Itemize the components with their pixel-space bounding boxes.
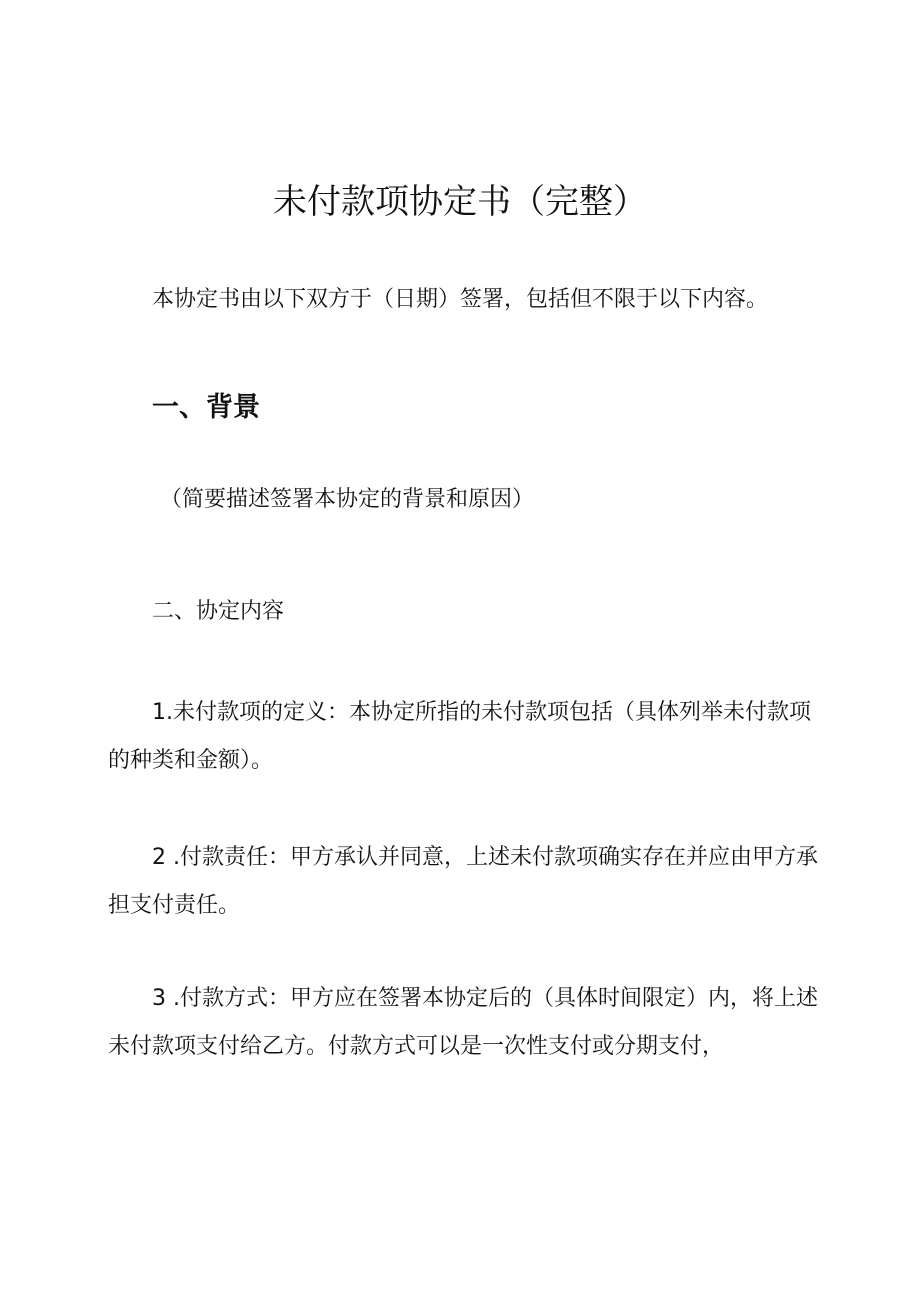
background-description: （简要描述签署本协定的背景和原因）: [160, 487, 535, 512]
section-heading-background: 一、背景: [152, 392, 260, 423]
document-title: 未付款项协定书（完整）: [273, 182, 647, 222]
section-heading-agreement: 二、协定内容: [152, 599, 285, 624]
intro-paragraph: 本协定书由以下双方于（日期）签署，包括但不限于以下内容。: [152, 287, 769, 312]
agreement-item-3: 3 .付款方式：甲方应在签署本协定后的（具体时间限定）内，将上述未付款项支付给乙方。付款方式可以是一次性支付或分期支付，: [108, 986, 818, 1059]
agreement-item-1: 1.未付款项的定义：本协定所指的未付款项包括（具体列举未付款项的种类和金额）。: [108, 700, 811, 773]
agreement-item-2: 2 .付款责任：甲方承认并同意，上述未付款项确实存在并应由甲方承担支付责任。: [108, 845, 818, 918]
